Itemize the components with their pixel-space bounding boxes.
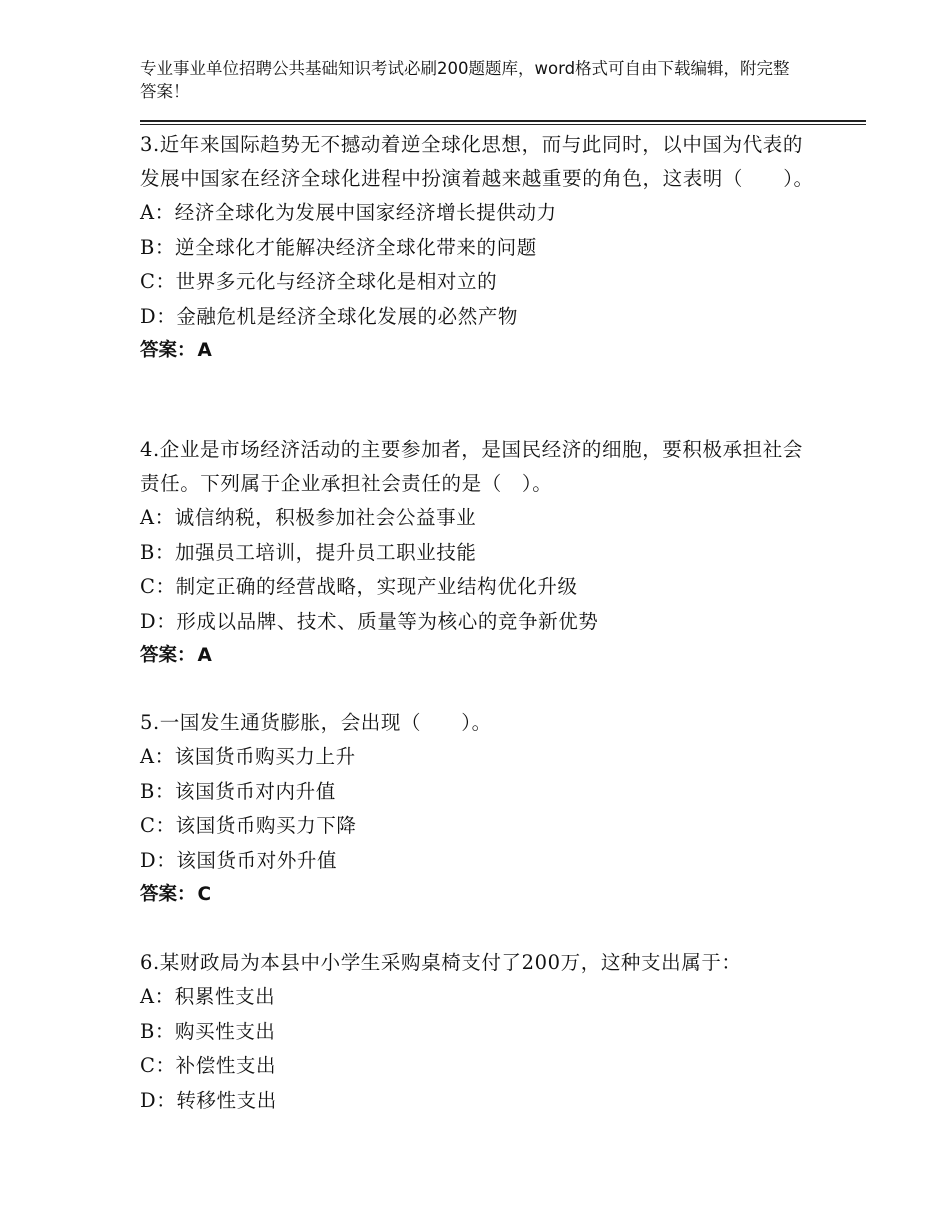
answer-label: 答案： <box>140 340 196 361</box>
option-a: A：经济全球化为发展中国家经济增长提供动力 <box>140 201 557 224</box>
question-5 <box>140 706 820 912</box>
option-c: C：补偿性支出 <box>140 1054 277 1077</box>
option-d: D：该国货币对外升值 <box>140 848 338 872</box>
answer-value: C <box>197 884 212 905</box>
answer-line <box>140 334 820 368</box>
option-a: A：诚信纳税，积极参加社会公益事业 <box>140 506 477 529</box>
option-b: B：加强员工培训，提升员工职业技能 <box>140 540 477 564</box>
answer-line <box>140 639 820 673</box>
option-d: D：转移性支出 <box>140 1088 277 1112</box>
question-4 <box>140 433 820 673</box>
option-c: C：该国货币购买力下降 <box>140 814 357 837</box>
question-stem: 4.企业是市场经济活动的主要参加者，是国民经济的细胞，要积极承担社会责任。下列属于企业承担社会责任的是（ ）。 <box>140 438 804 495</box>
question-stem: 5.一国发生通货膨胀，会出现（ ）。 <box>140 711 492 734</box>
option-d: D：形成以品牌、技术、质量等为核心的竞争新优势 <box>140 609 599 633</box>
answer-line <box>140 878 820 912</box>
answer-value: A <box>197 645 212 666</box>
answer-label: 答案： <box>140 645 196 666</box>
option-a: A：该国货币购买力上升 <box>140 745 356 768</box>
header-divider <box>140 120 866 125</box>
option-c: C：世界多元化与经济全球化是相对立的 <box>140 270 498 293</box>
question-3 <box>140 128 820 368</box>
option-b: B：该国货币对内升值 <box>140 779 336 803</box>
option-b: B：逆全球化才能解决经济全球化带来的问题 <box>140 235 537 259</box>
question-6 <box>140 946 820 1118</box>
option-c: C：制定正确的经营战略，实现产业结构优化升级 <box>140 575 578 598</box>
question-stem: 3.近年来国际趋势无不撼动着逆全球化思想，而与此同时，以中国为代表的发展中国家在经济全球化进程中扮演着越来越重要的角色，这表明（ ）。 <box>140 133 814 190</box>
option-d: D：金融危机是经济全球化发展的必然产物 <box>140 304 519 328</box>
option-a: A：积累性支出 <box>140 985 276 1008</box>
question-stem: 6.某财政局为本县中小学生采购桌椅支付了200万，这种支出属于： <box>140 951 742 974</box>
answer-value: A <box>197 340 212 361</box>
answer-label: 答案： <box>140 884 196 905</box>
option-b: B：购买性支出 <box>140 1019 276 1043</box>
document-header: 专业事业单位招聘公共基础知识考试必刷200题题库，word格式可自由下载编辑，附完整答案！ <box>140 59 790 101</box>
